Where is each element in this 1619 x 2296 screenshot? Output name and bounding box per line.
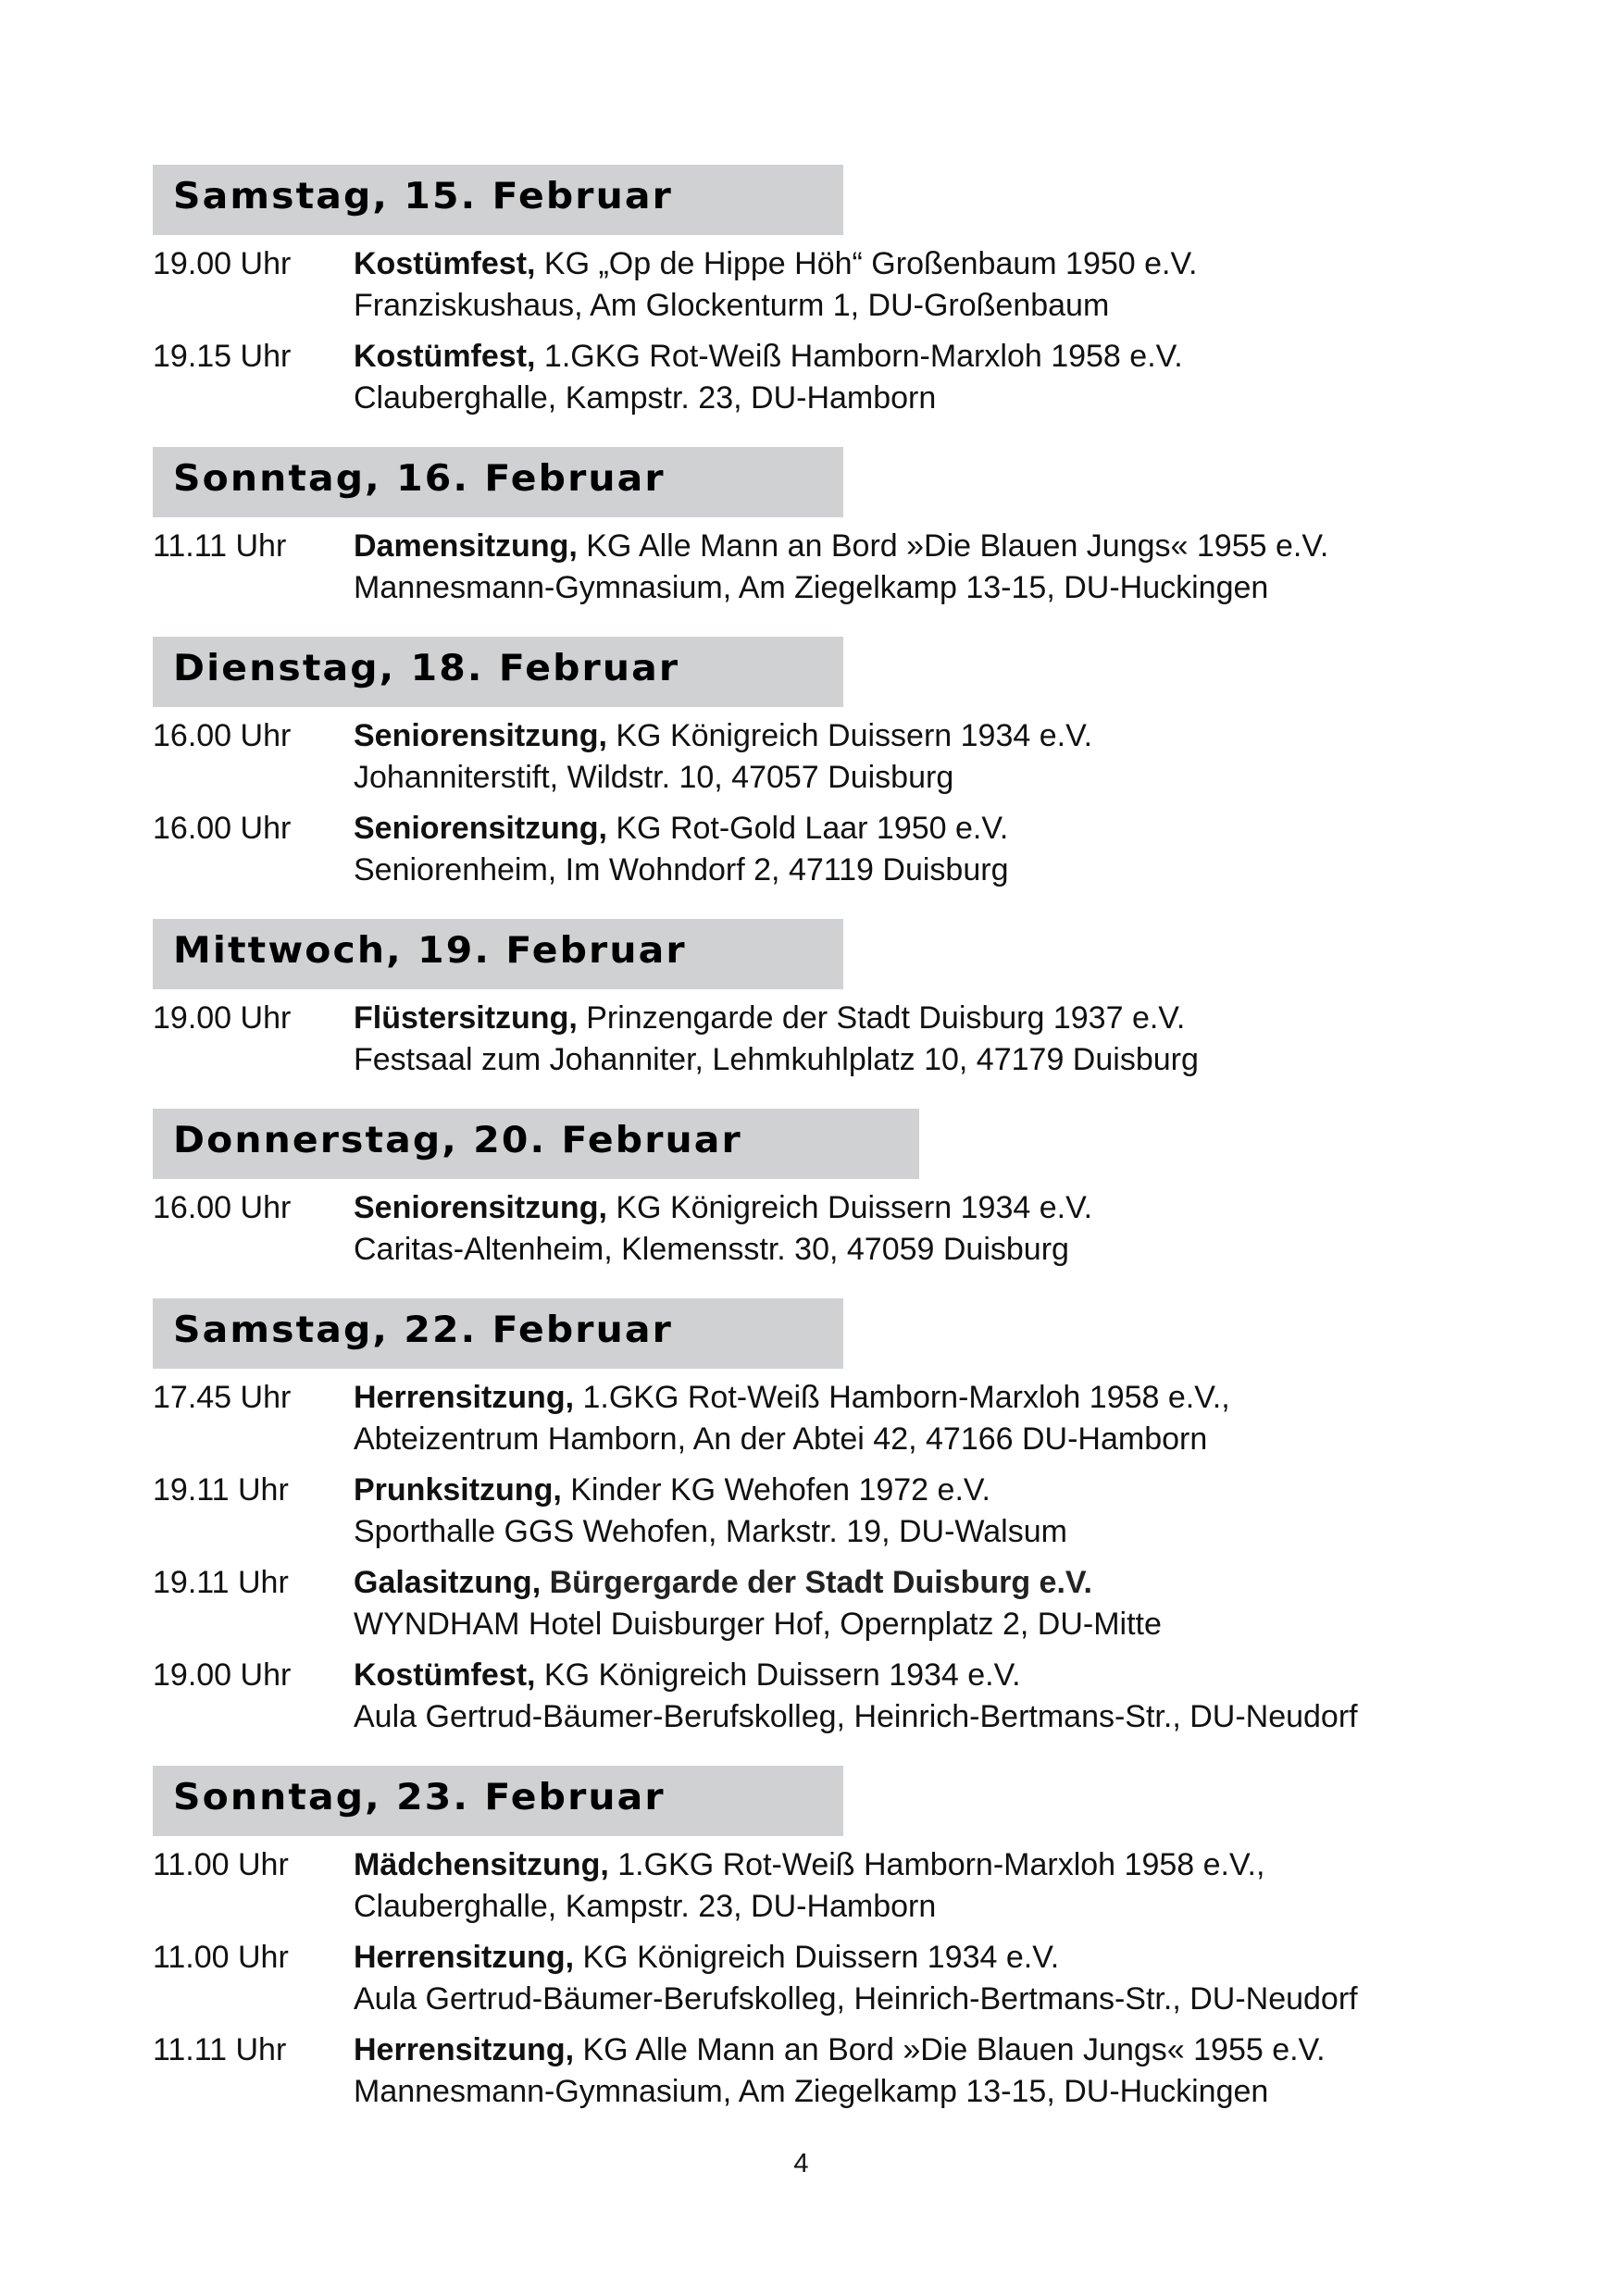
day-header <box>153 919 843 989</box>
event-type: Seniorensitzung, <box>354 1190 607 1225</box>
event-venue: Aula Gertrud-Bäumer-Berufskolleg, Heinrich-Bertmans-Str., DU-Neudorf <box>354 1699 1358 1734</box>
event-type: Kostümfest, <box>354 339 536 374</box>
event-type: Mädchensitzung, <box>354 1847 609 1882</box>
event-description <box>354 1470 1067 1553</box>
event-organizer: 1.GKG Rot-Weiß Hamborn-Marxloh 1958 e.V., <box>574 1380 1230 1415</box>
event-venue: Clauberghalle, Kampstr. 23, DU-Hamborn <box>354 1889 937 1924</box>
day-title: Sonntag, 16. Februar <box>173 458 666 500</box>
day-title: Donnerstag, 20. Februar <box>173 1120 742 1161</box>
event-venue: Clauberghalle, Kampstr. 23, DU-Hamborn <box>354 380 937 416</box>
event-item <box>153 1562 1467 1645</box>
event-description <box>354 1562 1162 1645</box>
event-item <box>153 1655 1467 1738</box>
day-section <box>153 919 1467 1081</box>
event-type: Damensitzung, <box>354 528 578 564</box>
day-header <box>153 1766 843 1836</box>
event-venue: Aula Gertrud-Bäumer-Berufskolleg, Heinrich-Bertmans-Str., DU-Neudorf <box>354 1981 1358 2017</box>
event-organizer: 1.GKG Rot-Weiß Hamborn-Marxloh 1958 e.V., <box>608 1847 1265 1882</box>
event-time: 19.00 Uhr <box>153 1657 292 1693</box>
event-item <box>153 1844 1467 1928</box>
event-venue: Seniorenheim, Im Wohndorf 2, 47119 Duisburg <box>354 852 1009 887</box>
event-time: 19.00 Uhr <box>153 1000 292 1036</box>
event-description <box>354 243 1198 327</box>
event-description <box>354 998 1199 1081</box>
event-time: 11.00 Uhr <box>153 1847 289 1882</box>
event-type: Seniorensitzung, <box>354 811 607 846</box>
event-time: 11.11 Uhr <box>153 2032 287 2067</box>
event-organizer: 1.GKG Rot-Weiß Hamborn-Marxloh 1958 e.V. <box>535 339 1183 374</box>
event-venue: Caritas-Altenheim, Klemensstr. 30, 47059 Duisburg <box>354 1232 1069 1267</box>
day-header <box>153 165 843 235</box>
event-item <box>153 2029 1467 2113</box>
day-header <box>153 1298 843 1369</box>
event-venue: Sporthalle GGS Wehofen, Markstr. 19, DU-Walsum <box>354 1514 1067 1549</box>
day-section <box>153 447 1467 609</box>
event-description <box>354 526 1328 609</box>
event-time: 19.15 Uhr <box>153 339 292 374</box>
event-item <box>153 1187 1467 1271</box>
event-list <box>153 1836 1467 2113</box>
event-venue: Abteizentrum Hamborn, An der Abtei 42, 47166 DU-Hamborn <box>354 1421 1208 1457</box>
event-type: Kostümfest, <box>354 1657 536 1693</box>
event-venue: Johanniterstift, Wildstr. 10, 47057 Duisburg <box>354 760 954 795</box>
page-number: 4 <box>793 2149 809 2178</box>
event-venue: Mannesmann-Gymnasium, Am Ziegelkamp 13-15, DU-Huckingen <box>354 2074 1269 2109</box>
event-item <box>153 1377 1467 1460</box>
event-description <box>354 1844 1264 1928</box>
event-item <box>153 1470 1467 1553</box>
event-type: Flüstersitzung, <box>354 1000 578 1036</box>
event-description <box>354 808 1008 891</box>
event-type: Prunksitzung, <box>354 1472 562 1508</box>
day-header <box>153 637 843 707</box>
event-time: 16.00 Uhr <box>153 811 292 846</box>
event-time: 19.11 Uhr <box>153 1472 289 1508</box>
event-list <box>153 707 1467 891</box>
event-organizer: KG Alle Mann an Bord »Die Blauen Jungs« 1955 e.V. <box>574 2032 1326 2067</box>
event-organizer: KG Rot-Gold Laar 1950 e.V. <box>606 811 1009 846</box>
day-title: Mittwoch, 19. Februar <box>173 930 687 972</box>
event-list <box>153 235 1467 419</box>
event-time: 17.45 Uhr <box>153 1380 292 1415</box>
day-header <box>153 1109 919 1179</box>
event-list <box>153 1369 1467 1738</box>
event-time: 16.00 Uhr <box>153 718 292 753</box>
event-description <box>354 1655 1358 1738</box>
event-organizer: KG Königreich Duissern 1934 e.V. <box>606 718 1093 753</box>
event-description <box>354 1187 1092 1271</box>
event-description <box>354 1937 1358 2020</box>
event-organizer: KG Königreich Duissern 1934 e.V. <box>535 1657 1021 1693</box>
day-title: Sonntag, 23. Februar <box>173 1777 666 1818</box>
day-title: Dienstag, 18. Februar <box>173 648 680 689</box>
event-type: Herrensitzung, <box>354 1940 575 1975</box>
event-item <box>153 715 1467 799</box>
event-venue: Mannesmann-Gymnasium, Am Ziegelkamp 13-15, DU-Huckingen <box>354 570 1269 605</box>
event-item <box>153 526 1467 609</box>
event-time: 11.11 Uhr <box>153 528 287 564</box>
day-section <box>153 1298 1467 1738</box>
day-title: Samstag, 22. Februar <box>173 1309 673 1351</box>
day-section <box>153 1109 1467 1271</box>
event-description <box>354 1377 1230 1460</box>
event-time: 19.00 Uhr <box>153 246 292 281</box>
day-header <box>153 447 843 517</box>
event-organizer: KG Königreich Duissern 1934 e.V. <box>574 1940 1060 1975</box>
event-item <box>153 998 1467 1081</box>
event-organizer: Bürgergarde der Stadt Duisburg e.V. <box>541 1565 1092 1600</box>
day-section <box>153 637 1467 891</box>
event-organizer: KG Alle Mann an Bord »Die Blauen Jungs« 1955 e.V. <box>577 528 1329 564</box>
event-organizer: Kinder KG Wehofen 1972 e.V. <box>561 1472 990 1508</box>
event-venue: Franziskushaus, Am Glockenturm 1, DU-Großenbaum <box>354 288 1110 323</box>
event-item <box>153 808 1467 891</box>
day-title: Samstag, 15. Februar <box>173 176 673 217</box>
event-item <box>153 336 1467 419</box>
event-type: Seniorensitzung, <box>354 718 607 753</box>
event-item <box>153 243 1467 327</box>
event-type: Herrensitzung, <box>354 2032 575 2067</box>
event-description <box>354 2029 1326 2113</box>
event-organizer: Prinzengarde der Stadt Duisburg 1937 e.V. <box>577 1000 1186 1036</box>
event-item <box>153 1937 1467 2020</box>
event-list <box>153 989 1467 1081</box>
event-type: Kostümfest, <box>354 246 536 281</box>
event-description <box>354 336 1183 419</box>
event-type: Galasitzung, <box>354 1565 542 1600</box>
event-organizer: KG „Op de Hippe Höh“ Großenbaum 1950 e.V. <box>535 246 1198 281</box>
event-organizer: KG Königreich Duissern 1934 e.V. <box>606 1190 1093 1225</box>
event-time: 16.00 Uhr <box>153 1190 292 1225</box>
event-time: 19.11 Uhr <box>153 1565 289 1600</box>
event-list <box>153 1179 1467 1271</box>
event-type: Herrensitzung, <box>354 1380 575 1415</box>
event-venue: Festsaal zum Johanniter, Lehmkuhlplatz 10, 47179 Duisburg <box>354 1042 1199 1077</box>
event-list <box>153 517 1467 609</box>
event-calendar <box>153 165 1467 2141</box>
event-time: 11.00 Uhr <box>153 1940 289 1975</box>
day-section <box>153 165 1467 419</box>
event-venue: WYNDHAM Hotel Duisburger Hof, Opernplatz 2, DU-Mitte <box>354 1607 1162 1642</box>
day-section <box>153 1766 1467 2113</box>
event-description <box>354 715 1092 799</box>
